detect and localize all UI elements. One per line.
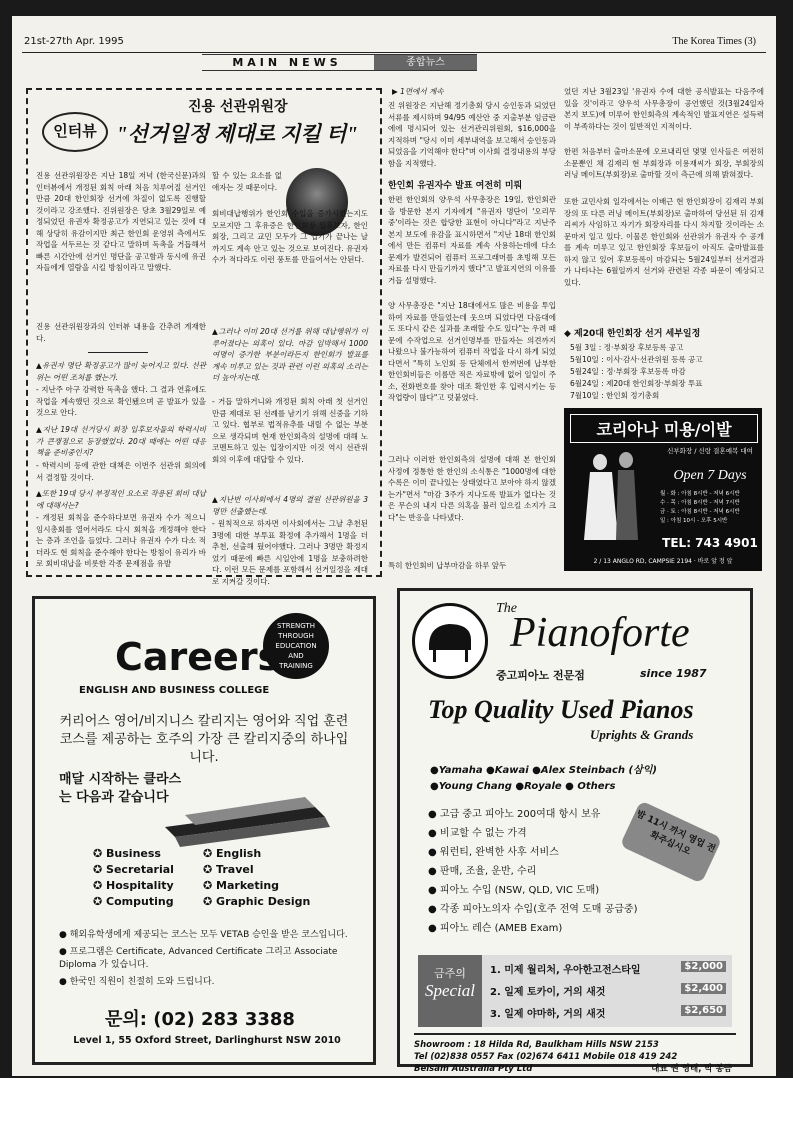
question-1: ▲유권자 명단 확정공고가 많이 늦어지고 있다. 선관위는 어떤 조처를 했는가. bbox=[36, 361, 206, 382]
piano-item: ● 판매, 조율, 운반, 수리 bbox=[428, 866, 537, 877]
special-label-box bbox=[418, 955, 482, 1027]
question-m1: ▲그러나 이미 20대 선거를 위해 대납행위가 이루어졌다는 의혹이 있다. 마감 임박해서 1000여명이 증가한 부분이라든지 한인회가 발표를 계속 미루고 있는 것과 관련 이런 의혹의 소리는 더 높아지는데. bbox=[212, 327, 368, 382]
badge-line: STRENGTH bbox=[277, 622, 315, 630]
special-price: $2,650 bbox=[681, 1005, 726, 1016]
course-item: ✪ Graphic Design bbox=[203, 895, 311, 908]
question-2: ▲지난 19대 선거당시 회장 입후보자들의 학력시비가 큰쟁점으로 등장했었다. 20대 때에는 어떤 대응책을 준비중인지? bbox=[36, 425, 206, 457]
col3-para-2: 한편 처음부터 출마소문에 오르내리던 몇몇 인사들은 여전히 소문뿐인 채 김재리 현 부회장과 이용재씨가 회장, 부회장의 러닝 메이트(부회장)로 출마할 것이 측근에 의해 밝혀졌다. bbox=[564, 147, 764, 179]
interview-para-2: 진용 선관위원장과의 인터뷰 내용을 간추려 게재한다. bbox=[36, 322, 206, 343]
answer-1: - 지난주 아구 강력한 독촉을 했다. 그 결과 연휴에도 작업을 계속했던 것으로 확인됐으며 곧 발표가 있을 것으로 안다. bbox=[36, 385, 206, 417]
col2-para-3: 양 사무총장은 "지난 18대에서도 많은 비용을 투입하여 자료를 만들었는데 웃으며 되었다면 다음대에도 또다시 같은 실과를 초래할 수도 있다"는 우려 때문에 수작업으로 선거인명부를 만들자는 의견까지 나왔으나 불가능하여 컴퓨터 작업을 다시 하게 되었다면서 "특히 노인회 등 단체에서 한꺼번에 납부한 한인회비들은 이름만 적은 자료밖에 없어 일일이 주소, 전화번호를 찾아 대조 확인한 후 입력시키는 등 작업량이 많다"고 덧붙였다. bbox=[388, 301, 556, 402]
answer-3: - 개정된 회칙을 준수하다보면 유권자 수가 적으니 임시총회를 열어서라도 다시 회칙을 개정해야 한다는 층과 조언을 들었다. 그러나 유권자 수가 다소 적더라도 현 회칙을 준수해야 한다는 방침이 유리가 바로 회비대납을 비롯한 각종 문제점을 유발 bbox=[36, 513, 206, 568]
careers-address: Level 1, 55 Oxford Street, Darlinghurst NSW 2010 bbox=[73, 1035, 341, 1046]
interview-box bbox=[26, 88, 382, 586]
interview-title-name: 진용 선관위원장 bbox=[188, 99, 288, 115]
schedule-row: 5월10일 : 이사·감사·선관위원 등록 공고 bbox=[570, 355, 703, 364]
careers-contact: 문의: (02) 283 3388 bbox=[105, 1009, 295, 1030]
careers-college-ad bbox=[32, 596, 376, 1065]
answer-2: - 학력시비 등에 관한 대책은 이번주 선관위 회의에서 결정할 것이다. bbox=[36, 461, 206, 482]
piano-phone: Tel (02)838 0557 Fax (02)674 6411 Mobile 018 419 242 bbox=[414, 1052, 678, 1062]
piano-company: Belsam Australia Pty Ltd bbox=[414, 1064, 533, 1074]
piano-stamp: 밤 11시 까지 영업 전화주십시오 bbox=[620, 800, 723, 883]
hours-list bbox=[660, 490, 760, 526]
piano-item: ● 피아노 레슨 (AMEB Exam) bbox=[428, 923, 563, 934]
careers-monthly: 매달 시작하는 클라스는 다음과 같습니다 bbox=[59, 772, 182, 805]
newspaper-page bbox=[12, 16, 776, 1076]
course-item: ✪ English bbox=[203, 847, 262, 860]
showroom-address: Showroom : 18 Hilda Rd, Baulkham Hills NSW 2153 bbox=[414, 1040, 659, 1050]
schedule-row: 6월24일 : 제20대 한인회장·부회장 투표 bbox=[570, 379, 703, 388]
interview-para-1: 진용 선관위원장은 지난 18일 저녁 (한국신문)과의 인터뷰에서 개정된 회칙 아래 처음 치루어질 선거인만큼 20대 한인회장 선거에 차질이 없도록 진행할 것이라고 강조했다. 진위원장은 당초 3월29일로 예정되었던 유권자 확정공고가 지연되고 있는 것에 대해 상당히 유감이지만 최근 한인회 운영위 측에서도 작업을 서두르는 것 같다고 말하며 독촉을 거듭해서 빠른 시간안에 선거인 명단을 공고함과 동시에 유권자들에게 열람을 시킬 방침이라고 말했다. bbox=[36, 171, 206, 272]
issue-date: 21st-27th Apr. 1995 bbox=[24, 36, 124, 47]
bullet-item: ● 프로그램은 Certificate, Advanced Certificate 그리고 Associate Diploma 가 있습니다. bbox=[59, 947, 338, 970]
bullet-item: ● 해외유학생에게 제공되는 코스는 모두 VETAB 승인을 받은 코스입니다. bbox=[59, 930, 348, 940]
piano-rep: 대표 권 영태, 박 봉금 bbox=[651, 1064, 732, 1074]
books-illustration bbox=[155, 787, 335, 847]
piano-footer bbox=[414, 1033, 736, 1079]
piano-the: The bbox=[496, 601, 517, 616]
bottom-margin bbox=[0, 1078, 793, 1122]
grand-piano-icon bbox=[415, 606, 485, 676]
interview-para-1b: 할 수 있는 요소를 없애자는 것 때문이다. bbox=[212, 171, 282, 192]
interview-para-1c: 회비대납행위가 한인회 수입을 증가시켰는지도 모르지만 그 후유증은 한인회장 입후보자, 한인회장, 그리고 교민 모두가 그 입기가 끝나는 날까지도 계속 안고 있는 것으로 보여진다. 유권자 수가 적다라도 이런 풍토를 만들어서는 안된다. bbox=[212, 209, 368, 264]
piano-item: ● 각종 피아노의자 수입(호주 전역 도매 공급중) bbox=[428, 904, 638, 915]
interview-headline: "선거일정 제대로 지킬 터" bbox=[116, 122, 358, 146]
divider bbox=[88, 352, 148, 353]
question-m3: ▲지난번 이사회에서 4명의 결원 선관위원을 3명만 선출했는데. bbox=[212, 495, 368, 516]
badge-line: TRAINING bbox=[279, 662, 313, 670]
careers-college-name: ENGLISH AND BUSINESS COLLEGE bbox=[79, 685, 270, 696]
col3-para-1: 었던 지난 3월23일 '유권자 수에 대한 공식발표는 다음주에 있을 것'이라고 양우석 사무총장이 공언했던 것(3월24일자 본지 보도)에 미루어 한인회측의 계속적인 발표지연은 설득력이 부족하다는 것이 일반적인 지적이다. bbox=[564, 87, 764, 131]
couple-illustration-icon bbox=[572, 450, 652, 546]
special-row: 3. 일제 야마하, 거의 새것 $2,650 bbox=[490, 1005, 730, 1020]
piano-headline: Top Quality Used Pianos bbox=[428, 695, 694, 724]
publication-name: The Korea Times (3) bbox=[672, 36, 756, 47]
piano-item: ● 피아노 수입 (NSW, QLD, VIC 도매) bbox=[428, 885, 600, 896]
piano-logo bbox=[412, 603, 488, 679]
schedule-title: ◆ 제20대 한인회장 선거 세부일정 bbox=[564, 329, 701, 339]
koreana-services: 신부화장 / 신랑 결혼예복 대여 bbox=[667, 447, 753, 455]
course-item: ✪ Secretarial bbox=[93, 863, 174, 876]
course-grid bbox=[93, 847, 323, 915]
badge-line: EDUCATION bbox=[275, 642, 317, 650]
piano-item: ● 워런티, 완벽한 사후 서비스 bbox=[428, 847, 559, 858]
piano-korean-sub: 중고피아노 전문점 bbox=[496, 669, 585, 682]
hours-row: 수 · 목 : 아침 8시반 - 저녁 7시반 bbox=[660, 500, 740, 506]
hours-row: 일 : 아침 10시 - 오후 5시반 bbox=[660, 518, 728, 524]
section-korean: 종합뉴스 bbox=[374, 55, 477, 70]
bullet-item: ● 한국인 직원이 친절히 도와 드립니다. bbox=[59, 977, 215, 987]
piano-company-row bbox=[414, 1063, 736, 1075]
piano-brands-2: ●Young Chang ●Royale ● Others bbox=[430, 781, 616, 792]
col2-para-5: 특히 한인회비 납부마감을 하루 앞두 bbox=[388, 561, 507, 570]
badge-line: THROUGH bbox=[278, 632, 314, 640]
schedule-row: 7월10일 : 한인회 정기총회 bbox=[570, 391, 660, 400]
course-item: ✪ Hospitality bbox=[93, 879, 174, 892]
piano-item: ● 고급 중고 피아노 200여대 항시 보유 bbox=[428, 809, 601, 820]
piano-item: ● 비교할 수 없는 가격 bbox=[428, 828, 527, 839]
badge-line: AND bbox=[288, 652, 304, 660]
schedule-row: 5월 3일 : 정·부회장 후보등록 공고 bbox=[570, 343, 684, 352]
koreana-name: 코리아나 미용/이발 bbox=[570, 414, 758, 443]
answer-m4: - 원칙적으로 하자면 이사회에서는 그날 추천된 3명에 대한 부투표 확정에 추가해서 1명을 더 추천, 선출해 뒀어야했다. 그러나 3명만 확정지었기 때문에 빠른 시일안에 1명을 보충하려한다. 이런 모든 문제를 포함해서 선거일정을 제대로 지켜갈 것이다. bbox=[212, 519, 368, 586]
hours-row: 월 · 화 : 아침 8시반 - 저녁 6시반 bbox=[660, 491, 740, 497]
hours-row: 금 · 토 : 아침 8시반 - 저녁 6시반 bbox=[660, 509, 740, 515]
careers-brand: Careers bbox=[115, 635, 281, 679]
special-row: 2. 일제 토카이, 거의 새것 $2,400 bbox=[490, 983, 730, 998]
page-header bbox=[16, 36, 764, 50]
col2-para-1: 진 위원장은 지난해 정기총회 당시 승인동과 되었던 서류를 제시하며 94/95 예산안 중 지출부분 임금란에에 명시되어 있는 선거관리위원회, $16,000을 지적하며 "당시 이미 세부내역을 보고해서 승인동과 되었음을 기억해야 한다"며 이사회 결정내용의 부당함을 지적했다. bbox=[388, 101, 556, 168]
section-band bbox=[202, 54, 477, 71]
piano-special-box bbox=[418, 955, 732, 1027]
col2-para-2: 한편 한인회의 양우석 사무총장은 19일, 한인회관을 방문한 본지 기자에게 "유권자 명단이 '오리무중'이라는 것은 합당한 표현이 아니다"라고 지난주 본지 보도에 유감을 표시하면서 "지난 18대 한인회에서 만든 컴퓨터 자료를 계속 사용하는데에 다소 문제가 발견되어 컴퓨터 프로그래머를 초빙해 모든 자료를 다시 만들기까지 했다"고 발표지연의 이유를 거듭 설명했다. bbox=[388, 195, 556, 285]
special-ko: 금주의 bbox=[434, 967, 466, 980]
schedule-row: 5월24일 : 정·부회장 후보등록 마감 bbox=[570, 367, 686, 376]
piano-uprights: Uprights & Grands bbox=[590, 727, 694, 742]
careers-bullets bbox=[59, 929, 349, 989]
question-3: ▲또한 19대 당시 부정적인 요소로 작용된 회비 대납에 대해서는? bbox=[36, 489, 206, 510]
course-item: ✪ Computing bbox=[93, 895, 174, 908]
piano-brands-1: ●Yamaha ●Kawai ●Alex Steinbach (삼익) bbox=[430, 765, 657, 776]
course-item: ✪ Travel bbox=[203, 863, 254, 876]
special-en: Special bbox=[424, 981, 476, 1000]
open-7-days: Open 7 Days bbox=[673, 468, 747, 483]
special-price: $2,000 bbox=[681, 961, 726, 972]
col2-subheading: 한인회 유권자수 발표 여전히 미뤄 bbox=[388, 181, 523, 191]
col2-para-4: 그러나 이러한 한인회측의 설명에 대해 본 한인회 사정에 정통한 한 한인의 소식통은 "1000명에 대한 수록은 이미 끝나있는 상태였다고 보아야 하지 않겠는가"면서 "마감 3주가 지나도록 발표가 없다는 것은 무슨의 내지 다른 의혹을 불러 일으킬 소지가 크다"는 반응을 나타냈다. bbox=[388, 455, 556, 522]
col3-para-3: 또한 교민사회 일각에서는 이배근 현 한인회장이 김재리 부회장의 또 다른 러닝 메이트(부회장)로 출마하여 당선된 뒤 김재리씨가 사임하고 자기가 회장자리를 다시 차지할 것이라는 소문마저 일고 있다. 이물론 한인회와 선관위가 유권자 수 공개를 계속 미루고 있고 한인회장 후보들이 아직도 출마발표를 하지 않고 있어 후보등록이 마감되는 5월24일부터 선거결과가 나타나는 6월일까지 선거와 관련된 각종 파문이 예상되고 있다. bbox=[564, 197, 764, 287]
koreana-phone: TEL: 743 4901 bbox=[662, 536, 758, 550]
special-row: 1. 미제 월리처, 우아한고전스타일 $2,000 bbox=[490, 961, 730, 976]
section-main: MAIN NEWS bbox=[232, 56, 342, 69]
koreana-salon-ad bbox=[564, 408, 762, 571]
course-item: ✪ Business bbox=[93, 847, 161, 860]
course-item: ✪ Marketing bbox=[203, 879, 280, 892]
special-price: $2,400 bbox=[681, 983, 726, 994]
piano-brand: Pianoforte bbox=[510, 610, 690, 656]
pianoforte-ad bbox=[397, 588, 753, 1074]
interview-tag: 인터뷰 bbox=[42, 112, 108, 152]
continued-label: ▶ 1면에서 계속 bbox=[392, 87, 444, 96]
schedule-list bbox=[564, 342, 764, 412]
careers-intro: 커리어스 영어/비지니스 칼리지는 영어와 직업 훈련코스를 제공하는 호주의 가장 큰 칼리지중의 하나입니다. bbox=[59, 714, 349, 765]
article-column-2 bbox=[388, 86, 558, 573]
piano-since: since 1987 bbox=[640, 667, 707, 680]
koreana-address: 2 / 13 ANGLO RD, CAMPSIE 2194 · 바로 앞 정 앞 bbox=[593, 558, 733, 565]
answer-m2: - 거듭 말하거니와 개정된 회칙 아래 첫 선거인만큼 제대로 된 선례를 남기기 위해 신중을 기하고 있다. 협부로 법적유추를 내릴 수 없는 부분으로 생각되며 현재 한인회측의 설명에 대해 노코멘트하고 있는 입장이지만 이것 역시 선관위 회의 이후에 대답할 수 있다. bbox=[212, 397, 368, 464]
header-rule bbox=[22, 52, 766, 53]
books-icon bbox=[155, 787, 335, 847]
